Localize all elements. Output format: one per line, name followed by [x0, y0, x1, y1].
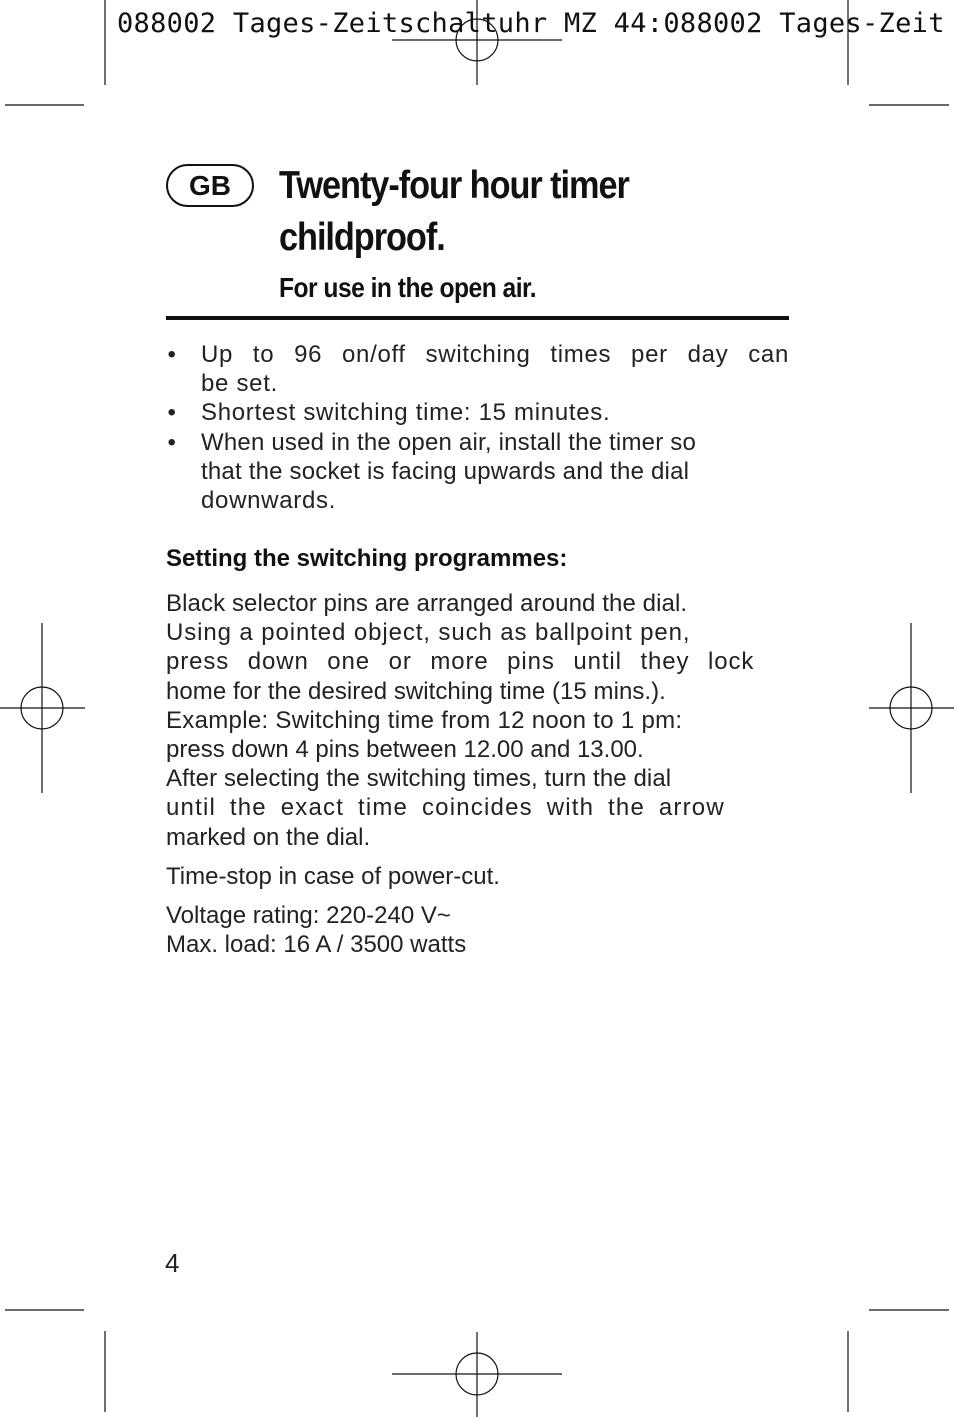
paragraph-line: press down 4 pins between 12.00 and 13.00. [166, 736, 644, 764]
power-cut-note [166, 862, 789, 891]
bullet-icon: • [167, 428, 177, 456]
power-cut-text: Time-stop in case of power-cut. [166, 863, 500, 890]
page-number: 4 [165, 1248, 180, 1278]
paragraph-line: Example: Switching time from 12 noon to 1 pm: [166, 706, 683, 734]
paragraph-line: marked on the dial. [166, 823, 371, 851]
paragraph-line: Using a pointed object, such as ballpoint pen, [166, 619, 691, 647]
feature-line: Up to 96 on/off switching times per day can [201, 341, 789, 368]
registration-target-bottom [392, 1332, 562, 1417]
registration-target-left [0, 623, 85, 793]
title-line-1: Twenty-four hour timer [279, 164, 629, 207]
language-badge: GB [166, 164, 254, 207]
slug-text: 088002 Tages-Zeitschaltuhr MZ 44:088002 Tages-Zeit [117, 8, 945, 39]
programmes-paragraph [166, 589, 789, 852]
paragraph-line: until the exact time coincides with the arrow [166, 794, 725, 822]
feature-line: When used in the open air, install the timer so [201, 428, 697, 456]
list-item [166, 428, 789, 516]
feature-line: that the socket is facing upwards and the dial [201, 457, 690, 485]
registration-target-right [869, 623, 954, 793]
list-item [166, 398, 789, 427]
paragraph-line: After selecting the switching times, turn the dial [166, 765, 672, 793]
paragraph-line: Black selector pins are arranged around the dial. [166, 590, 688, 617]
title-line-2: childproof. [279, 216, 445, 259]
registration-target-top [392, 0, 562, 85]
feature-line: be set. [201, 370, 278, 398]
voltage-rating: Voltage rating: 220-240 V~ [166, 902, 451, 929]
electrical-ratings [166, 901, 789, 959]
max-load: Max. load: 16 A / 3500 watts [166, 931, 467, 959]
feature-list [166, 340, 789, 515]
page-subtitle: For use in the open air. [279, 272, 537, 303]
list-item [166, 340, 789, 398]
feature-line: Shortest switching time: 15 minutes. [201, 399, 611, 427]
section-heading: Setting the switching programmes: [166, 545, 568, 572]
bullet-icon: • [167, 399, 177, 427]
title-divider [166, 316, 789, 320]
page-title [279, 160, 737, 264]
bullet-icon: • [167, 341, 177, 368]
paragraph-line: press down one or more pins until they lock [166, 648, 755, 676]
paragraph-line: home for the desired switching time (15 mins.). [166, 677, 666, 705]
feature-line: downwards. [201, 487, 337, 515]
